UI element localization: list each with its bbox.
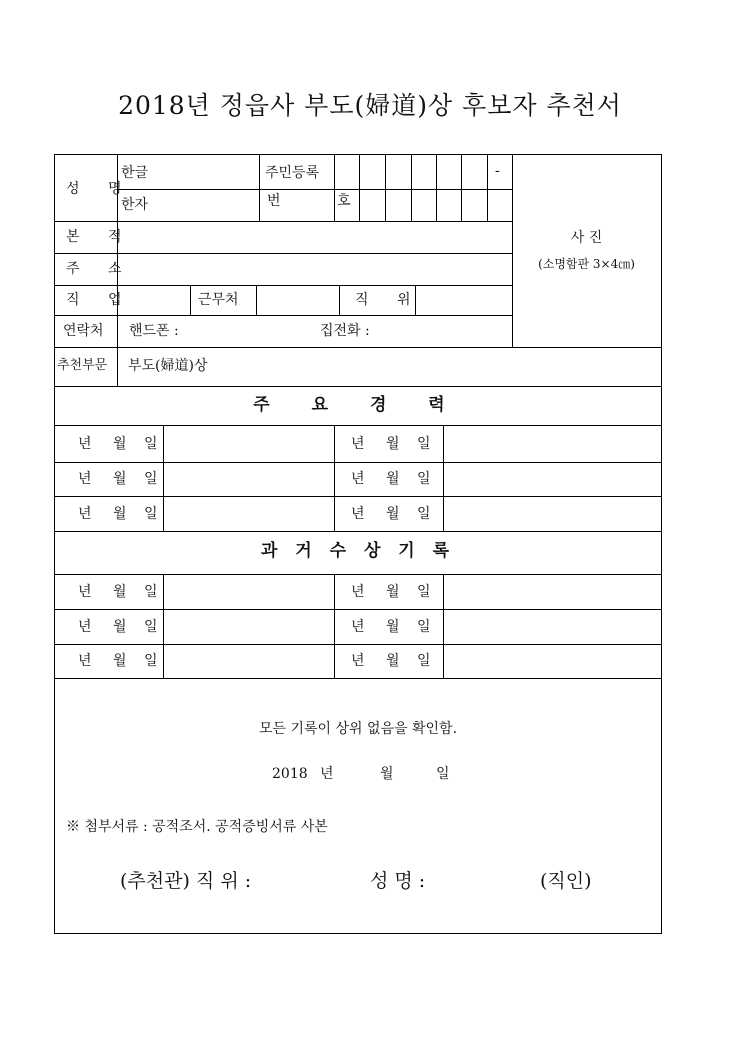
resident-number-dash: - — [495, 163, 500, 179]
recommender-position-label: (추천관) 직 위 : — [120, 870, 252, 892]
official-seal-label: (직인) — [540, 870, 592, 892]
origin-label: 본 적 — [66, 229, 134, 245]
home-phone-label: 집전화 : — [320, 323, 370, 339]
position-label: 직 위 — [355, 292, 423, 308]
photo-label: 사 진 — [570, 230, 603, 246]
address-label: 주 소 — [66, 261, 134, 277]
job-label: 직 업 — [66, 292, 134, 308]
photo-size: (소명함판 3×4㎝) — [538, 257, 635, 271]
recommender-name-label: 성 명 : — [370, 870, 426, 892]
attachments-note: ※ 첨부서류 : 공적조서. 공적증빙서류 사본 — [66, 819, 328, 835]
workplace-label: 근무처 — [198, 292, 239, 308]
form-title: 2018년 정읍사 부도(婦道)상 후보자 추천서 — [118, 91, 622, 120]
category-label: 추천부문 — [57, 358, 108, 373]
awards-heading: 과 거 수 상 기 록 — [260, 541, 456, 561]
resident-number-label-top: 주민등록 — [265, 165, 320, 181]
category-value: 부도(婦道)상 — [128, 358, 208, 374]
career-heading: 주 요 경 력 — [253, 395, 463, 415]
name-label: 성 명 — [66, 181, 134, 197]
hangul-label: 한글 — [121, 165, 149, 181]
mobile-label: 핸드폰 : — [129, 323, 179, 339]
contact-label: 연락처 — [63, 323, 104, 339]
hanja-label: 한자 — [121, 197, 149, 213]
resident-number-label-bottom: 번 호 — [267, 193, 377, 209]
confirmation-statement: 모든 기록이 상위 없음을 확인함. — [258, 721, 458, 737]
